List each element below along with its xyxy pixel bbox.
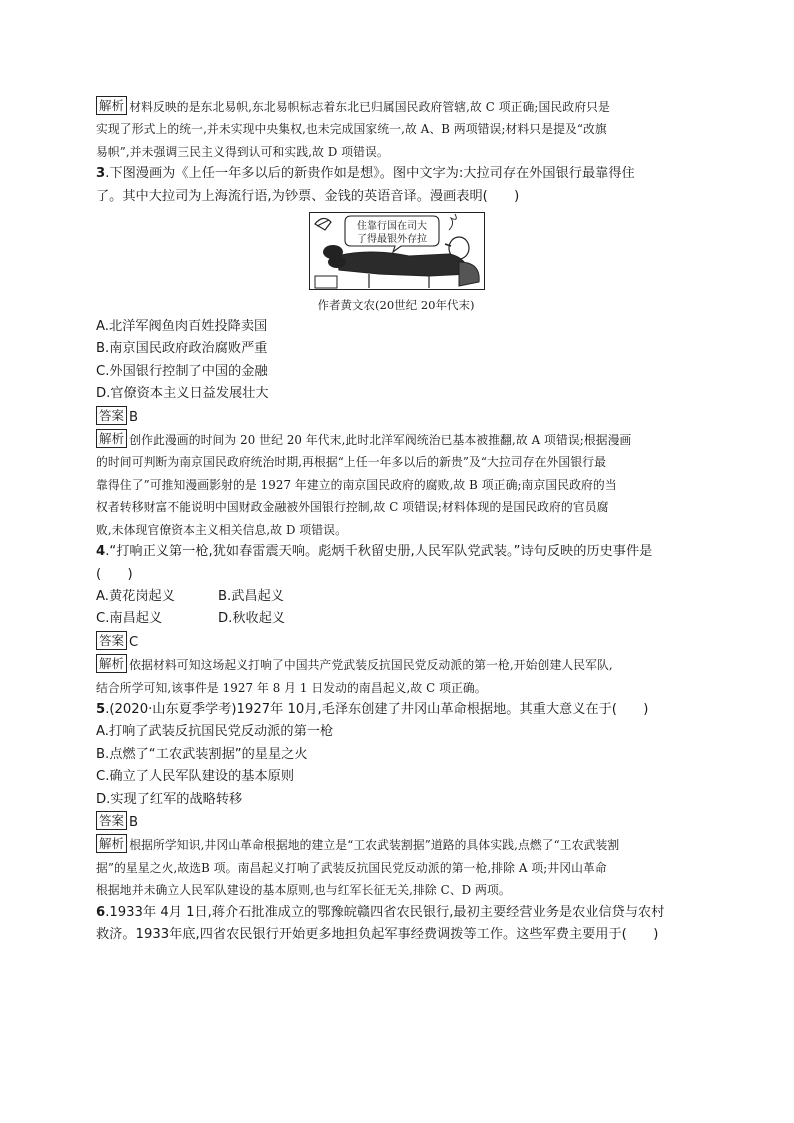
question-3 [96, 163, 696, 541]
option-a[interactable]: A.北洋军阀鱼肉百姓投降卖国 [96, 319, 268, 335]
analysis-line: 实现了形式上的统一,并未实现中央集权,也未完成国家统一,故 A、B 两项错误;材料只是提及“改旗 [96, 122, 607, 137]
question-stem: 4.“打响正义第一枪,犹如春雷震天响。彪炳千秋留史册,人民军队党武装。”诗句反映的历史事件是 [96, 544, 653, 560]
question-stem: 救济。1933年底,四省农民银行开始更多地担负起军事经费调拨等工作。这些军费主要用于( ) [96, 927, 659, 942]
document-page [96, 96, 696, 946]
analysis-line: 解析 根据所学知识,井冈山革命根据地的建立是“工农武装割据”道路的具体实践,点燃了“工农武装割 [96, 834, 696, 856]
analysis-line: 结合所学可知,该事件是 1927 年 8 月 1 日发动的南昌起义,故 C 项正确。 [96, 680, 487, 695]
answer-line [96, 811, 696, 834]
question-number: 3 [96, 166, 106, 182]
answer-value: B [129, 814, 139, 830]
option-d[interactable]: D.秋收起义 [218, 611, 286, 627]
analysis-tag: 解析 [96, 96, 127, 115]
question-number: 4 [96, 544, 106, 560]
question-number: 5 [96, 701, 106, 717]
option-a[interactable]: A.打响了武装反抗国民党反动派的第一枪 [96, 724, 334, 740]
analysis-line: 权者转移财富不能说明中国财政金融被外国银行控制,故 C 项错误;材料体现的是国民政府的官员腐 [96, 500, 609, 515]
question-4 [96, 541, 696, 699]
analysis-line: 的时间可判断为南京国民政府统治时期,再根据“上任一年多以后的新贵”及“大拉司存在外国银行最 [96, 455, 607, 470]
answer-tag: 答案 [96, 811, 127, 830]
question-stem: ( ) [96, 566, 133, 582]
options-row [96, 608, 696, 630]
analysis-line: 解析 依据材料可知这场起义打响了中国共产党武装反抗国民党反动派的第一枪,开始创建人民军队, [96, 654, 696, 676]
analysis-line: 解析 材料反映的是东北易帜,东北易帜标志着东北已归属国民政府管辖,故 C 项正确;国民政府只是 [96, 96, 696, 118]
cartoon-text: 住靠行国在司大 [357, 221, 427, 233]
answer-tag: 答案 [96, 631, 127, 650]
option-c[interactable]: C.外国银行控制了中国的金融 [96, 363, 268, 379]
options-row [96, 586, 696, 608]
question-number: 6 [96, 904, 106, 920]
question-6 [96, 902, 696, 947]
option-b[interactable]: B.武昌起义 [218, 588, 284, 604]
cartoon-text: 了得最银外存拉 [357, 234, 427, 246]
answer-line [96, 631, 696, 654]
analysis-line: 解析 创作此漫画的时间为 20 世纪 20 年代末,此时北洋军阀统治已基本被推翻,故 A 项错误;根据漫画 [96, 429, 696, 451]
analysis-tag: 解析 [96, 429, 127, 448]
analysis-line: 败,未体现官僚资本主义相关信息,故 D 项错误。 [96, 522, 347, 537]
option-b[interactable]: B.点燃了“工农武装割据”的星星之火 [96, 746, 308, 762]
option-d[interactable]: D.实现了红军的战略转移 [96, 791, 243, 807]
cartoon-image [309, 212, 485, 290]
figure-caption: 作者黄文农(20世纪 20年代末) [317, 298, 475, 313]
analysis-line: 据”的星星之火,故选B 项。南昌起义打响了武装反抗国民党反动派的第一枪,排除 A 项;井冈山革命 [96, 860, 607, 875]
answer-value: B [129, 409, 139, 425]
answer-value: C [129, 634, 139, 650]
option-c[interactable]: C.确立了人民军队建设的基本原则 [96, 769, 295, 785]
q2-analysis [96, 96, 696, 163]
question-stem: 了。其中大拉司为上海流行语,为钞票、金钱的英语音译。漫画表明( ) [96, 188, 520, 204]
analysis-tag: 解析 [96, 654, 127, 673]
analysis-line: 靠得住了”可推知漫画影射的是 1927 年建立的南京国民政府的腐败,故 B 项正确;南京国民政府的当 [96, 477, 617, 492]
question-stem: 5.(2020·山东夏季学考)1927年 10月,毛泽东创建了井冈山革命根据地。其重大意义在于( ) [96, 701, 649, 717]
option-b[interactable]: B.南京国民政府政治腐败严重 [96, 341, 268, 357]
question-stem: 6.1933年 4月 1日,蒋介石批准成立的鄂豫皖赣四省农民银行,最初主要经营业务是农业信贷与农村 [96, 904, 665, 920]
option-d[interactable]: D.官僚资本主义日益发展壮大 [96, 386, 269, 402]
analysis-tag: 解析 [96, 834, 127, 853]
analysis-line: 根据地并未确立人民军队建设的基本原则,也与红军长征无关,排除 C、D 两项。 [96, 883, 511, 898]
answer-tag: 答案 [96, 406, 127, 425]
question-5 [96, 699, 696, 902]
answer-line [96, 406, 696, 429]
question-stem: 3.下图漫画为《上任一年多以后的新贵作如是想》。图中文字为:大拉司存在外国银行最靠得住 [96, 166, 635, 182]
analysis-line: 易帜”,并未强调三民主义得到认可和实践,故 D 项错误。 [96, 144, 389, 159]
cartoon-figure [96, 212, 696, 290]
option-a[interactable]: A.黄花岗起义 [96, 588, 175, 604]
option-c[interactable]: C.南昌起义 [96, 611, 163, 627]
